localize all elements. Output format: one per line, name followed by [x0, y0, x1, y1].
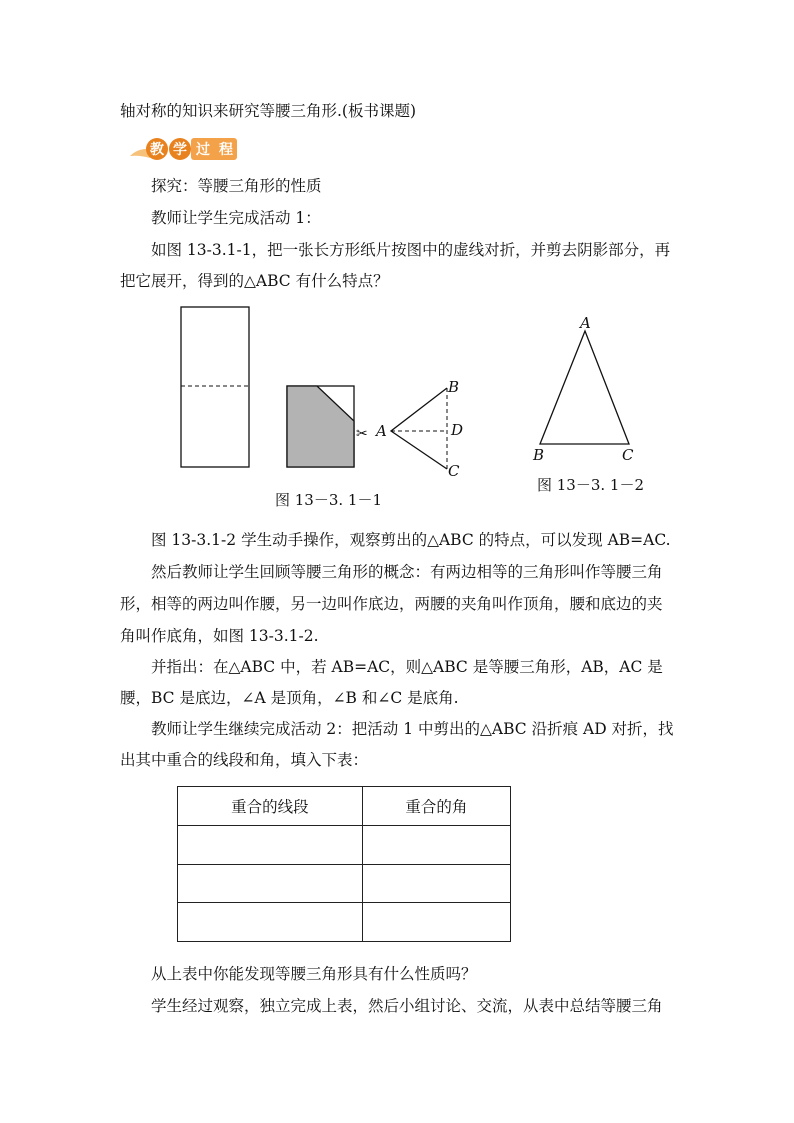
table-header-row — [178, 787, 511, 826]
label-A: A — [376, 422, 387, 440]
label-C: C — [448, 462, 460, 480]
paper-rectangle — [181, 307, 249, 467]
scissors-icon: ✂ — [356, 426, 368, 442]
table-cell[interactable] — [362, 903, 510, 942]
banner-char-2: 学 — [173, 142, 187, 158]
table-cell[interactable] — [178, 903, 363, 942]
text-line-6: 然后教师让学生回顾等腰三角形的概念：有两边相等的三角形叫作等腰三角 — [151, 563, 663, 581]
table-cell[interactable] — [362, 864, 510, 903]
banner-char-3: 过 — [196, 142, 210, 158]
table-cell[interactable] — [178, 826, 363, 865]
table-cell[interactable] — [178, 864, 363, 903]
figure-2-caption: 图 13－3. 1－2 — [537, 476, 645, 494]
table-cell[interactable] — [362, 826, 510, 865]
banner-char-4: 程 — [219, 142, 233, 158]
table-row — [178, 903, 511, 942]
banner-graphic — [130, 136, 240, 162]
isosceles-triangle — [540, 331, 629, 444]
text-line-10: 腰，BC 是底边，∠A 是顶角，∠B 和∠C 是底角. — [120, 689, 459, 707]
header-segments: 重合的线段 — [178, 787, 363, 826]
text-line-13: 从上表中你能发现等腰三角形具有什么性质吗？ — [151, 965, 477, 983]
label-A: A — [580, 314, 591, 332]
overlap-table — [177, 786, 511, 942]
label-C: C — [622, 446, 634, 464]
cut-triangle — [391, 388, 447, 469]
text-line-3: 如图 13-3.1-1，把一张长方形纸片按图中的虚线对折，并剪去阴影部分，再 — [151, 241, 671, 259]
label-B: B — [448, 378, 460, 396]
table-row — [178, 864, 511, 903]
text-line-9: 并指出：在△ABC 中，若 AB=AC，则△ABC 是等腰三角形，AB，AC 是 — [151, 658, 663, 676]
section-banner — [130, 136, 240, 162]
text-line-11: 教师让学生继续完成活动 2：把活动 1 中剪出的△ABC 沿折痕 AD 对折，找 — [151, 720, 674, 738]
label-D: D — [451, 421, 464, 439]
text-line-0: 轴对称的知识来研究等腰三角形.(板书课题) — [120, 102, 417, 120]
text-line-5: 图 13-3.1-2 学生动手操作，观察剪出的△ABC 的特点，可以发现 AB=AC. — [151, 531, 671, 549]
text-line-12: 出其中重合的线段和角，填入下表： — [120, 751, 369, 769]
table-row — [178, 826, 511, 865]
banner-char-1: 教 — [150, 142, 164, 158]
figure-13-3-1-1 — [170, 300, 480, 520]
figure-13-3-1-2 — [525, 310, 655, 470]
text-line-4: 把它展开，得到的△ABC 有什么特点？ — [120, 272, 389, 290]
text-line-2: 教师让学生完成活动 1： — [151, 209, 321, 227]
header-angles: 重合的角 — [362, 787, 510, 826]
text-line-7: 形，相等的两边叫作腰，另一边叫作底边，两腰的夹角叫作顶角，腰和底边的夹 — [120, 595, 663, 613]
figure-1-caption: 图 13－3. 1－1 — [275, 491, 383, 509]
text-line-8: 角叫作底角，如图 13-3.1-2. — [120, 627, 319, 645]
text-line-14: 学生经过观察，独立完成上表，然后小组讨论、交流，从表中总结等腰三角 — [151, 997, 663, 1015]
label-B: B — [533, 446, 545, 464]
text-line-1: 探究：等腰三角形的性质 — [151, 177, 322, 195]
